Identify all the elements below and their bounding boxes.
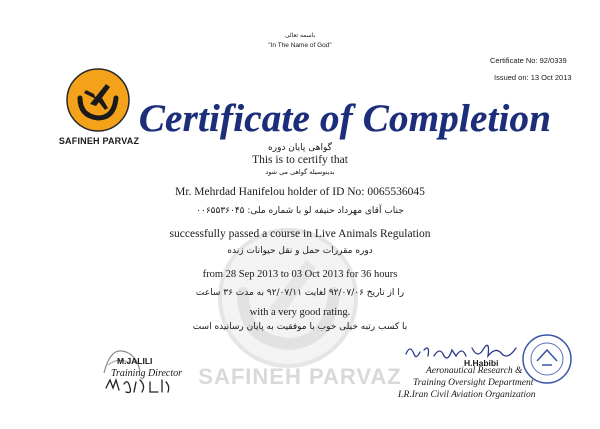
course-text: successfully passed a course in Live Animals Regulation [169, 228, 431, 240]
certificate-title: Certificate of Completion [138, 97, 552, 140]
certify-text: This is to certify that [252, 154, 348, 166]
safineh-parvaz-logo [66, 68, 130, 132]
certify-text-persian: بدینوسیله گواهی می شود [265, 168, 335, 176]
issued-date: Issued on: 13 Oct 2013 [494, 73, 572, 82]
right-signatory-name: H.Habibi [464, 358, 499, 368]
dates-text: from 28 Sep 2013 to 03 Oct 2013 for 36 hours [202, 269, 398, 280]
right-signatory-dept-line2: Training Oversight Department [413, 378, 534, 388]
dates-text-persian: را از تاریخ ۹۲/۰۷/۰۶ لغایت ۹۲/۰۷/۱۱ به مدت ۳۶ ساعت [195, 288, 405, 298]
holder-text-persian: جناب آقای مهرداد حنیفه لو با شماره ملی: ۰۰۶۵۵۳۶۰۴۵ [196, 206, 404, 216]
right-signatory-org: I.R.Iran Civil Aviation Organization [398, 390, 536, 400]
left-signatory-name: M.JALILI [117, 356, 153, 366]
rating-text: with a very good rating. [249, 307, 351, 318]
right-signatory-dept-line1: Aeronautical Research & [426, 366, 523, 376]
watermark-text: SAFINEH PARVAZ [198, 364, 402, 389]
left-signature [104, 374, 174, 396]
course-text-persian: دوره مقررات حمل و نقل حیوانات زنده [227, 246, 373, 256]
holder-text: Mr. Mehrdad Hanifelou holder of ID No: 0065536045 [175, 186, 425, 198]
certificate-title-persian: گواهی پایان دوره [268, 143, 332, 153]
logo-caption: SAFINEH PARVAZ [58, 136, 140, 146]
rating-text-persian: با کسب رتبه خیلی خوب با موفقیت به پایان رسانیده است [192, 322, 408, 332]
header-english: "In The Name of God" [268, 42, 332, 49]
left-signatory-title: Training Director [111, 368, 183, 379]
header-persian: باسمه تعالی [284, 32, 316, 39]
certificate-number: Certificate No: 92/0339 [490, 56, 567, 65]
